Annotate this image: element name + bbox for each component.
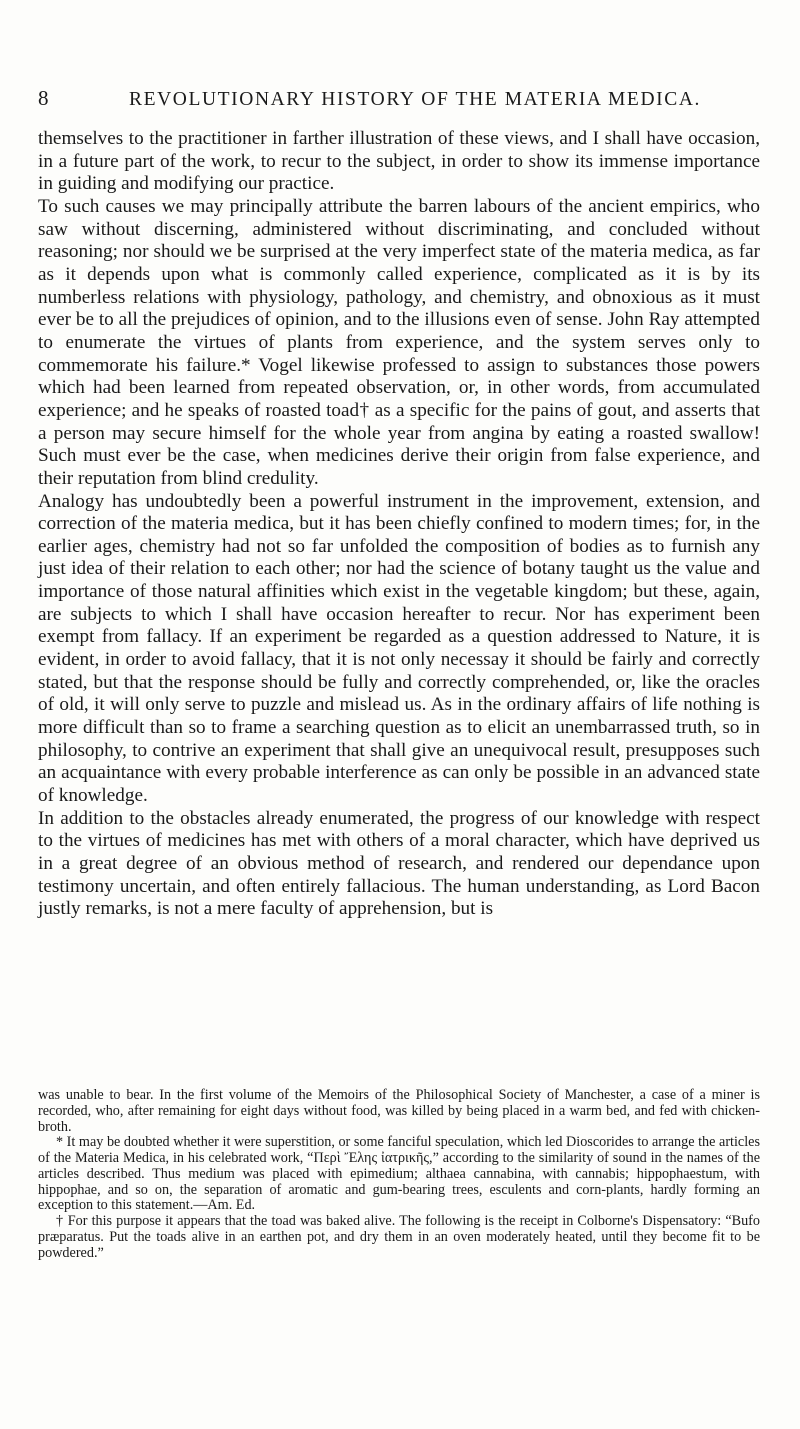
main-text [38,128,760,921]
running-title: REVOLUTIONARY HISTORY OF THE MATERIA MEDICA. [128,89,701,110]
page-number: 8 [38,86,50,110]
footnote-asterisk: * It may be doubted whether it were superstition, or some fanciful speculation, which led Dioscorides to arrange the articles of the Materia Medica, in his celebrated work, “Περὶ Ἔλης ἰατρικῆς,” according to the similarity of sound in the names of the articles described. Thus medium was placed with epimedium; althaea cannabina, with cannabis; hippophaestum, with hippophae, and so on, the separation of aromatic and gum-bearing trees, esculents and corn-plants, hardly forming an exception to this statement.—Am. Ed. [38,1134,760,1214]
footnote-dagger: † For this purpose it appears that the toad was baked alive. The following is the receipt in Colborne's Dispensatory: “Bufo præparatus. Put the toads alive in an earthen pot, and dry them in an oven moderately heated, until they become fit to be powdered.” [38,1213,760,1261]
paragraph-3: Analogy has undoubtedly been a powerful instrument in the improvement, extension, and correction of the materia medica, but it has been chiefly confined to modern times; for, in the earlier ages, chemistry had not so far unfolded the composition of bodies as to furnish any just idea of their relation to each other; nor had the science of botany taught us the value and importance of those natural affinities which exist in the vegetable kingdom; but these, again, are subjects to which I shall have occasion hereafter to recur. Nor has experiment been exempt from fallacy. If an experiment be regarded as a question addressed to Nature, it is evident, in order to avoid fallacy, that it is not only necessay it should be fairly and correctly stated, but that the response should be fully and correctly comprehended, or, like the oracles of old, it will only serve to puzzle and mislead us. As in the ordinary affairs of life nothing is more difficult than so to frame a searching question as to elicit an unembarrassed truth, so in philosophy, to contrive an experiment that shall give an unequivocal result, presupposes such an acquaintance with every probable interference as can only be possible in an advanced state of knowledge. [38,490,760,807]
footnote-continued: was unable to bear. In the first volume of the Memoirs of the Philosophical Society of Manchester, a case of a miner is recorded, who, after remaining for eight days without food, was killed by being placed in a warm bed, and fed with chicken-broth. [38,1087,760,1135]
running-header [38,86,758,111]
paragraph-2: To such causes we may principally attribute the barren labours of the ancient empirics, who saw without discerning, administered without discriminating, and concluded without reasoning; nor should we be surprised at the very imperfect state of the materia medica, as far as it depends upon what is commonly called experience, complicated as it is by its numberless relations with physiology, pathology, and chemistry, and obnoxious as it must ever be to all the prejudices of opinion, and to the illusions even of sense. John Ray attempted to enumerate the virtues of plants from experience, and the system serves only to commemorate his failure.* Vogel likewise professed to assign to substances those powers which had been learned from repeated observation, or, in other words, from accumulated experience; and he speaks of roasted toad† as a specific for the pains of gout, and asserts that a person may secure himself for the whole year from angina by eating a roasted swallow! Such must ever be the case, when medicines derive their origin from false experience, and their reputation from blind credulity. [38,195,760,489]
paragraph-1: themselves to the practitioner in farther illustration of these views, and I shall have occasion, in a future part of the work, to recur to the subject, in order to show its immense importance in guiding and modifying our practice. [38,128,760,195]
footnotes [38,1088,760,1261]
paragraph-4: In addition to the obstacles already enumerated, the progress of our knowledge with respect to the virtues of medicines has met with others of a moral character, which have deprived us in a great degree of an obvious method of research, and rendered our dependance upon testimony uncertain, and often entirely fallacious. The human understanding, as Lord Bacon justly remarks, is not a mere faculty of apprehension, but is [38,807,760,920]
